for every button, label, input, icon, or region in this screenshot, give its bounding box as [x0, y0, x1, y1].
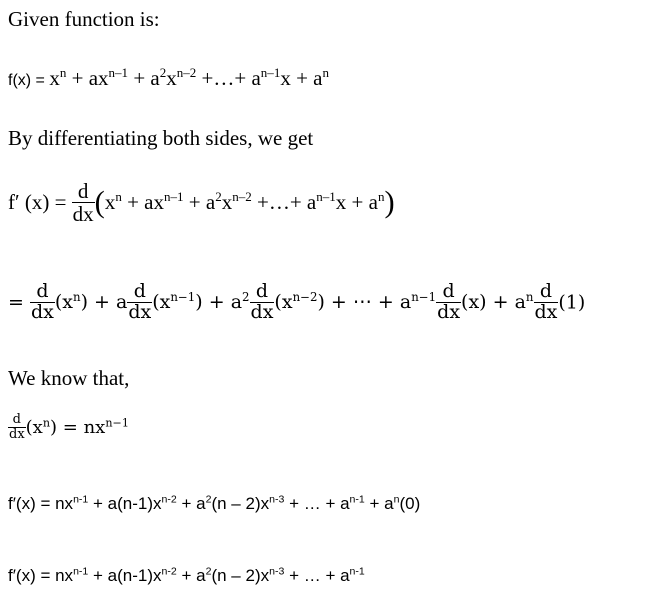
- power-rule: $\frac{d}{dx}$ $(x^n) = nx^{n-1}$: [9, 412, 129, 442]
- fprime-expression: $x^n + ax^{n-1} + a^2x^{n-2}$ +…+ $a^{n-1}x + a^n$: [104, 189, 385, 215]
- ddx-fraction: $\frac{d}{dx}$: [534, 280, 558, 323]
- ddx-fraction: $\frac{d}{dx}$: [9, 412, 25, 442]
- f-expression: $x^n + ax^{n-1} + a^2x^{n-2}$ +…+ $a^{n-1}x + a^n$: [49, 65, 330, 90]
- differentiate-text: By differentiating both sides, we get: [8, 126, 314, 150]
- ddx-fraction: $\frac{d}{dx}$: [30, 280, 54, 323]
- ddx-fraction: $\frac{d}{dx}$: [250, 280, 274, 323]
- f-lhs: f(x) =: [8, 72, 50, 89]
- result-line-1: $f'(x) = nx^{n-1} + a(n-1)x^{n-2} + a^2(n - 2)x^{n-3}$ + … + $a^{n-1} + a^n(0)$: [8, 493, 421, 513]
- know-text: We know that,: [8, 366, 130, 390]
- ddx-fraction: $\frac{d}{dx}$: [72, 179, 94, 227]
- expanded-derivative: = $\frac{d}{dx}$ $(x^n) + a$ $\frac{d}{dx}$ $(x^{n-1}) + a^2$ $\frac{d}{dx}$ $(x^{n-2})$ + ⋯ + $a^{n-1}$ $\frac{d}{dx}$ $(x) + a^n$ $\frac{d}{dx}$ (1): [8, 280, 586, 323]
- ddx-fraction: $\frac{d}{dx}$: [437, 280, 461, 323]
- ddx-fraction: $\frac{d}{dx}$: [128, 280, 152, 323]
- derivative-equation: f′ (x) = $\frac{d}{dx}$ ($x^n + ax^{n-1} + a^2x^{n-2}$ +…+ $a^{n-1}x + a^n$): [8, 179, 395, 227]
- fprime-lhs: f′ (x) =: [8, 190, 72, 215]
- intro-text: Given function is:: [8, 7, 160, 31]
- result-line-2: $f'(x) = nx^{n-1} + a(n-1)x^{n-2} + a^2(n - 2)x^{n-3}$ + … + $a^{n-1}$: [8, 565, 365, 585]
- function-definition: [8, 66, 329, 91]
